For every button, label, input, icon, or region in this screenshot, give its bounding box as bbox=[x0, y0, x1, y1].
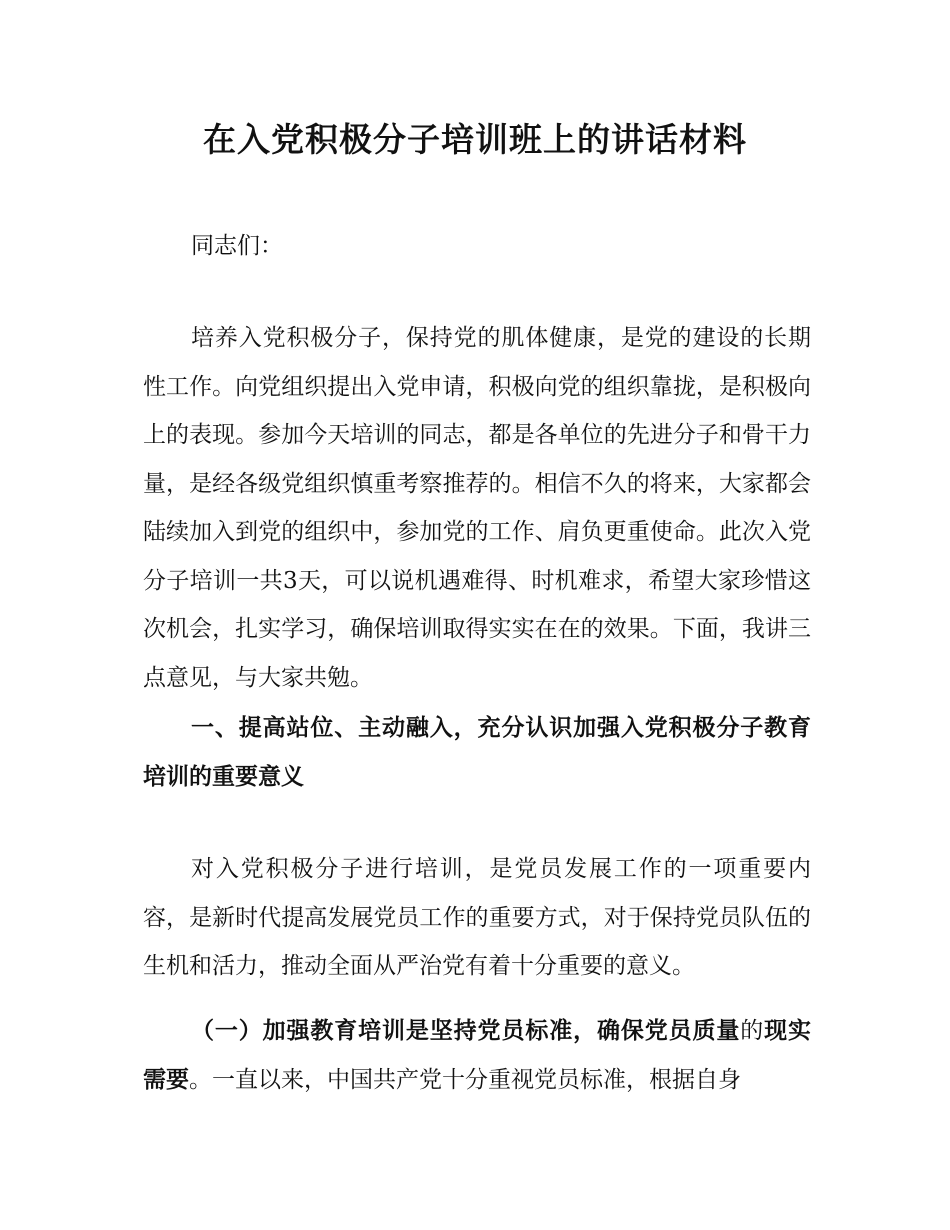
section-1-body-paragraph: 对入党积极分子进行培训，是党员发展工作的一项重要内容，是新时代提高发展党员工作的重要方式，对于保持党员队伍的生机和活力，推动全面从严治党有着十分重要的意义。 bbox=[143, 856, 811, 979]
subsection-1-body-text: 。一直以来，中国共产党十分重视党员标准，根据自身 bbox=[189, 1066, 741, 1093]
subsection-1-heading-part-a: （一）加强教育培训是坚持党员标准，确保党员质量 bbox=[191, 1018, 741, 1044]
subsection-1-paragraph bbox=[143, 1007, 811, 1104]
salutation-paragraph: 同志们： bbox=[191, 233, 283, 259]
document-title: 在入党积极分子培训班上的讲话材料 bbox=[203, 120, 747, 159]
section-1-heading: 一、提高站位、主动融入，充分认识加强入党积极分子教育培训的重要意义 bbox=[143, 715, 811, 790]
intro-paragraph: 培养入党积极分子，保持党的肌体健康，是党的建设的长期性工作。向党组织提出入党申请，积极向党的组织靠拢，是积极向上的表现。参加今天培训的同志，都是各单位的先进分子和骨干力量，是经各级党组织慎重考察推荐的。相信不久的将来，大家都会陆续加入到党的组织中，参加党的工作、肩负更重使命。此次入党分子培训一共3天，可以说机遇难得、时机难求，希望大家珍惜这次机会，扎实学习，确保培训取得实实在在的效果。下面，我讲三点意见，与大家共勉。 bbox=[143, 325, 811, 691]
subsection-1-connector: 的 bbox=[740, 1018, 765, 1044]
subsection-1-heading-part-b: 现实需要 bbox=[143, 1018, 812, 1093]
